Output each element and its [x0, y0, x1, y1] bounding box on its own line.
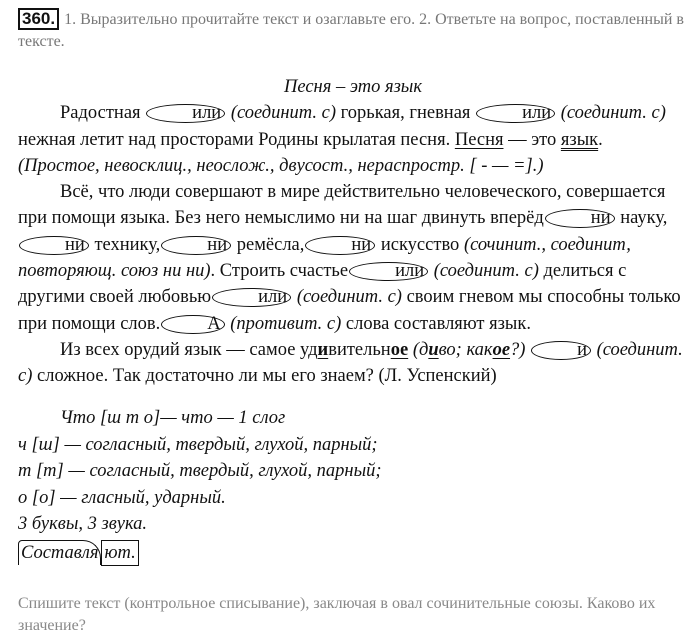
conjunction-oval: и	[531, 341, 591, 360]
analysis-line: о [о] — гласный, ударный.	[18, 487, 226, 508]
sentence-analysis: (Простое, невосклиц., неослож., двусост., нераспростр. [ - — =].)	[18, 155, 544, 176]
check-word: ?)	[510, 339, 526, 360]
conjunction-note: (сочинит., соединит, повторяющ. союз ни ни)	[18, 234, 631, 282]
paragraph-1	[18, 100, 688, 179]
paragraph-2	[18, 179, 688, 337]
text-run: Всё, что люди совершают в мире действительно человеческого, совершается при помощи языка. Без него немыслимо ни на шаг двинуть вперёд	[18, 182, 666, 229]
conjunction-oval: или	[146, 104, 225, 123]
text-run: — это	[508, 129, 557, 150]
conjunction-oval: ни	[19, 236, 89, 255]
paragraph-3	[18, 337, 688, 390]
footer-instructions: Спишите текст (контрольное списывание), заключая в овал сочинительные союзы. Каково их значение?	[18, 595, 656, 634]
text-run: ремёсла,	[236, 234, 305, 255]
conjunction-note: (соединит. с)	[560, 103, 666, 124]
word-stem: Составля	[18, 540, 101, 565]
conjunction-note: (соединит. с)	[18, 339, 683, 387]
analysis-line: ч [ш] — согласный, твердый, глухой, парный;	[18, 434, 378, 455]
text-run: Радостная	[60, 103, 141, 124]
conjunction-oval: А	[161, 315, 224, 334]
conjunction-oval: или	[349, 262, 428, 281]
predicate-underlined: язык	[560, 129, 599, 150]
word-ending: ют.	[101, 540, 138, 566]
text-title: Песня – это язык	[284, 77, 422, 97]
conjunction-note: (соединит. с)	[296, 287, 402, 308]
conjunction-oval: ни	[545, 209, 615, 228]
check-word: во; как	[438, 339, 493, 360]
conjunction-oval: или	[476, 104, 555, 123]
vowel-highlight: и	[428, 339, 439, 360]
vowel-highlight: и	[317, 339, 329, 360]
text-run: науку,	[620, 208, 668, 229]
conjunction-oval: ни	[161, 236, 231, 255]
text-run: своим гневом мы способны только при помощи слов.	[18, 287, 681, 334]
exercise-number: 360.	[18, 8, 59, 30]
text-run: сложное. Так достаточно ли мы его знаем? (Л. Успенский)	[37, 366, 497, 387]
conjunction-note: (соединит. с)	[230, 103, 336, 124]
text-run: . Строить счастье	[210, 261, 349, 282]
task-instructions	[18, 8, 688, 53]
text-run: слова составляют язык.	[345, 313, 531, 334]
analysis-line: 3 буквы, 3 звука.	[18, 514, 148, 534]
text-run: технику,	[94, 234, 161, 255]
conjunction-note: (соединит. с)	[433, 261, 539, 282]
text-run: вительн	[328, 339, 391, 360]
text-run: горькая, гневная	[340, 103, 471, 124]
ending-highlight: ое	[492, 339, 511, 360]
conjunction-note: (противит. с)	[230, 313, 342, 334]
text-run: Из всех орудий язык — самое уд	[60, 339, 318, 360]
morpheme-analysis	[18, 540, 139, 566]
analysis-line: Что [ш т о]— что — 1 слог	[60, 408, 286, 428]
text-run: .	[598, 129, 603, 150]
ending-highlight: ое	[390, 339, 409, 360]
text-run: делиться с другими своей любовью	[18, 261, 627, 308]
text-run: искусство	[380, 234, 460, 255]
text-run: нежная летит над просторами Родины крылатая песня.	[18, 129, 451, 150]
phonetic-analysis	[18, 405, 688, 538]
task-text: 1. Выразительно прочитайте текст и озаглавьте его. 2. Ответьте на вопрос, поставленный в тексте.	[18, 11, 684, 50]
subject-underlined: Песня	[454, 129, 504, 150]
analysis-line: т [т] — согласный, твердый, глухой, парный;	[18, 461, 382, 481]
check-word: (д	[412, 339, 429, 360]
main-text	[18, 74, 688, 390]
conjunction-oval: или	[212, 288, 291, 307]
conjunction-oval: ни	[305, 236, 375, 255]
